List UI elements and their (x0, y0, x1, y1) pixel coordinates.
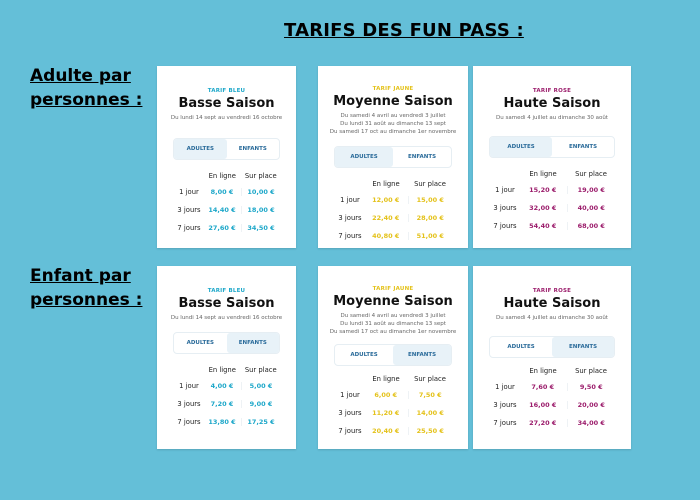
price-online: 22,40 € (364, 214, 409, 222)
price-onsite: 18,00 € (247, 206, 275, 214)
table-row (336, 209, 452, 227)
col-header-online: En ligne (372, 375, 400, 383)
table-row (336, 404, 452, 422)
duration-label: 7 jours (338, 427, 362, 435)
audience-tabs (173, 138, 280, 160)
price-table (491, 167, 615, 235)
tab-adultes[interactable]: ADULTES (174, 139, 227, 159)
season-title: Haute Saison (503, 96, 601, 111)
child-price-card (157, 266, 296, 449)
price-online: 32,00 € (519, 204, 568, 212)
price-online: 27,20 € (519, 419, 568, 427)
tab-adultes[interactable]: ADULTES (186, 340, 214, 346)
adult-price-card (157, 66, 296, 248)
tab-adultes[interactable]: ADULTES (335, 147, 393, 167)
duration-label: 3 jours (493, 401, 517, 409)
col-header-onsite: Sur place (575, 170, 607, 178)
child-row-label: Enfant par personnes : (30, 266, 143, 310)
price-onsite: 5,00 € (249, 382, 273, 390)
price-online: 6,00 € (364, 391, 409, 399)
table-row (491, 396, 615, 414)
audience-tabs (334, 146, 452, 168)
price-onsite: 9,50 € (579, 383, 603, 391)
price-onsite: 28,00 € (416, 214, 444, 222)
duration-label: 1 jour (495, 383, 515, 391)
col-header-onsite: Sur place (414, 180, 446, 188)
price-onsite: 7,50 € (418, 391, 442, 399)
tab-enfants[interactable]: ENFANTS (393, 345, 451, 365)
duration-label: 3 jours (177, 206, 201, 214)
price-table (491, 364, 615, 432)
price-onsite: 40,00 € (577, 204, 605, 212)
price-table (175, 363, 280, 431)
price-onsite: 14,00 € (416, 409, 444, 417)
price-online: 8,00 € (203, 188, 242, 196)
duration-label: 3 jours (338, 214, 362, 222)
audience-tabs (173, 332, 280, 354)
adult-price-card (473, 66, 631, 248)
season-title: Moyenne Saison (333, 294, 453, 309)
duration-label: 1 jour (340, 391, 360, 399)
date-range: Du samedi 4 avril au vendredi 3 juillet (340, 313, 446, 319)
table-row (491, 378, 615, 396)
price-online: 7,60 € (519, 383, 568, 391)
page-title: TARIFS DES FUN PASS : (284, 20, 524, 41)
duration-label: 1 jour (179, 188, 199, 196)
season-dates (318, 112, 468, 136)
col-header-onsite: Sur place (575, 367, 607, 375)
tariff-tag: TARIF JAUNE (372, 86, 414, 92)
table-row (175, 377, 280, 395)
adult-row-label: Adulte par personnes : (30, 66, 143, 110)
tariff-tag: TARIF BLEU (207, 88, 246, 94)
table-row (336, 191, 452, 209)
season-dates (473, 314, 631, 322)
tab-enfants[interactable]: ENFANTS (407, 154, 437, 160)
table-row (336, 422, 452, 440)
tab-adultes[interactable]: ADULTES (490, 137, 552, 157)
table-row (336, 227, 452, 245)
table-row (175, 395, 280, 413)
price-onsite: 9,00 € (249, 400, 273, 408)
price-onsite: 15,00 € (416, 196, 444, 204)
table-row (175, 183, 280, 201)
price-online: 12,00 € (364, 196, 409, 204)
table-row (491, 199, 615, 217)
col-header-onsite: Sur place (414, 375, 446, 383)
audience-tabs (489, 336, 615, 358)
col-header-onsite: Sur place (244, 366, 277, 374)
price-table (336, 177, 452, 245)
adult-price-card (318, 66, 468, 248)
tab-adultes[interactable]: ADULTES (350, 352, 378, 358)
season-title: Basse Saison (178, 296, 275, 311)
date-range: Du lundi 14 sept au vendredi 16 octobre (170, 115, 283, 121)
price-onsite: 34,00 € (577, 419, 605, 427)
price-online: 27,60 € (203, 224, 242, 232)
audience-tabs (489, 136, 615, 158)
duration-label: 7 jours (493, 222, 517, 230)
table-row (175, 201, 280, 219)
tab-enfants[interactable]: ENFANTS (238, 146, 267, 152)
col-header-online: En ligne (208, 172, 236, 180)
season-title: Moyenne Saison (333, 94, 453, 109)
date-range: Du lundi 31 août au dimanche 13 sept (340, 321, 446, 327)
price-online: 14,40 € (203, 206, 242, 214)
date-range: Du lundi 14 sept au vendredi 16 octobre (170, 315, 283, 321)
duration-label: 3 jours (493, 204, 517, 212)
price-onsite: 19,00 € (577, 186, 605, 194)
date-range: Du samedi 17 oct au dimanche 1er novembre (329, 329, 457, 335)
price-onsite: 51,00 € (416, 232, 444, 240)
tariff-tag: TARIF ROSE (532, 288, 572, 294)
tariff-tag: TARIF JAUNE (372, 286, 414, 292)
table-row (175, 219, 280, 237)
col-header-online: En ligne (529, 367, 557, 375)
price-online: 4,00 € (203, 382, 242, 390)
season-dates (473, 114, 631, 122)
price-online: 15,20 € (519, 186, 568, 194)
date-range: Du lundi 31 août au dimanche 13 sept (340, 121, 446, 127)
child-price-card (473, 266, 631, 449)
table-row (491, 217, 615, 235)
date-range: Du samedi 4 juillet au dimanche 30 août (496, 115, 608, 121)
tab-enfants[interactable]: ENFANTS (552, 337, 614, 357)
date-range: Du samedi 17 oct au dimanche 1er novembre (329, 129, 457, 135)
price-onsite: 20,00 € (577, 401, 605, 409)
col-header-online: En ligne (529, 170, 557, 178)
price-onsite: 10,00 € (247, 188, 275, 196)
table-row (175, 413, 280, 431)
duration-label: 3 jours (177, 400, 201, 408)
price-online: 7,20 € (203, 400, 242, 408)
tariff-tag: TARIF BLEU (207, 288, 246, 294)
date-range: Du samedi 4 juillet au dimanche 30 août (496, 315, 608, 321)
duration-label: 3 jours (338, 409, 362, 417)
date-range: Du samedi 4 avril au vendredi 3 juillet (340, 113, 446, 119)
table-row (491, 414, 615, 432)
price-online: 16,00 € (519, 401, 568, 409)
duration-label: 1 jour (179, 382, 199, 390)
duration-label: 7 jours (177, 418, 201, 426)
price-online: 13,80 € (203, 418, 242, 426)
child-price-card (318, 266, 468, 449)
col-header-online: En ligne (208, 366, 236, 374)
duration-label: 7 jours (177, 224, 201, 232)
price-onsite: 17,25 € (247, 418, 275, 426)
col-header-online: En ligne (372, 180, 400, 188)
price-table (175, 169, 280, 237)
tariff-tag: TARIF ROSE (532, 88, 572, 94)
price-onsite: 34,50 € (247, 224, 275, 232)
season-title: Haute Saison (503, 296, 601, 311)
table-row (491, 181, 615, 199)
price-online: 54,40 € (519, 222, 568, 230)
duration-label: 7 jours (338, 232, 362, 240)
price-onsite: 68,00 € (577, 222, 605, 230)
season-dates (157, 314, 296, 322)
price-table (336, 372, 452, 440)
tab-enfants[interactable]: ENFANTS (568, 144, 598, 150)
audience-tabs (334, 344, 452, 366)
tab-enfants[interactable]: ENFANTS (227, 333, 280, 353)
tab-adultes[interactable]: ADULTES (507, 344, 535, 350)
duration-label: 1 jour (340, 196, 360, 204)
price-onsite: 25,50 € (416, 427, 444, 435)
price-online: 40,80 € (364, 232, 409, 240)
season-title: Basse Saison (178, 96, 275, 111)
duration-label: 1 jour (495, 186, 515, 194)
season-dates (157, 114, 296, 122)
table-row (336, 386, 452, 404)
season-dates (318, 312, 468, 336)
price-online: 11,20 € (364, 409, 409, 417)
col-header-onsite: Sur place (244, 172, 277, 180)
price-online: 20,40 € (364, 427, 409, 435)
duration-label: 7 jours (493, 419, 517, 427)
